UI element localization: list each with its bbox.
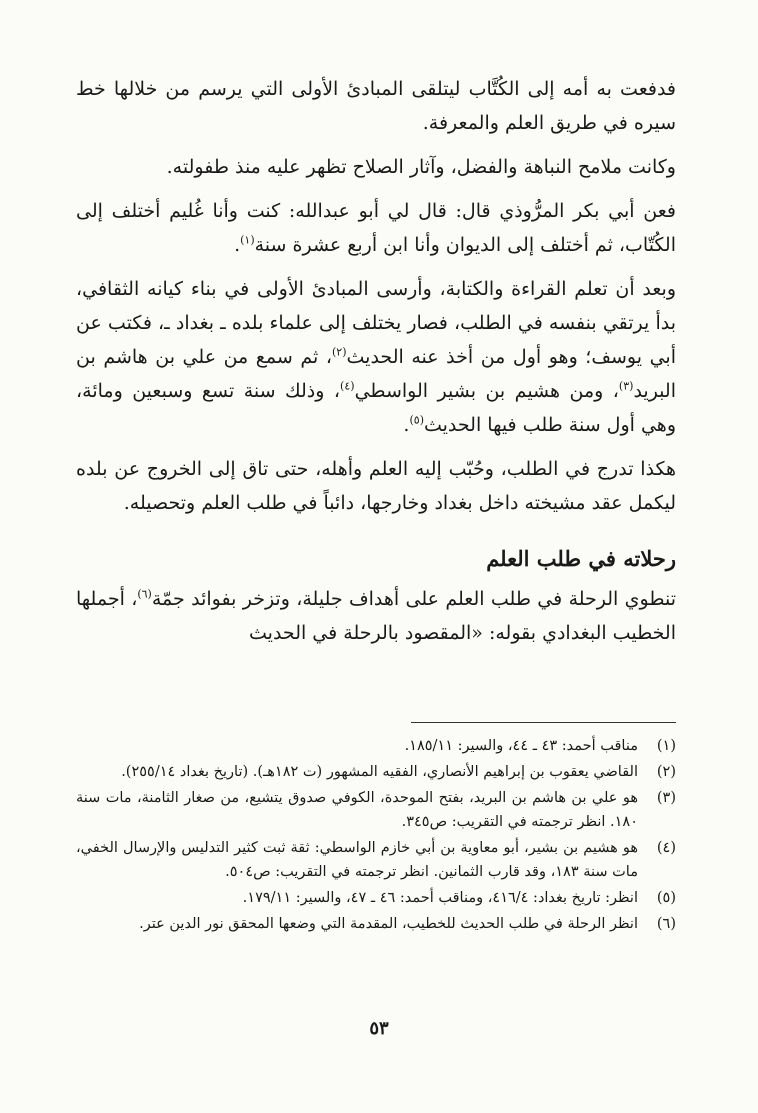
footnote-number: (٢) — [656, 764, 676, 780]
paragraph-4-seg-1: وبعد أن تعلم القراءة والكتابة، وأرسى المبادئ الأولى في بناء كيانه الثقافي، بدأ يرتقي بنفسه في الطلب، فصار يختلف إلى علماء بلده ـ بغداد ـ، فكتب عن أبي يوسف؛ وهو أول من أخذ عنه الحديث — [76, 278, 676, 368]
footnote-number: (٥) — [656, 890, 676, 906]
paragraph-4-seg-4: ، وذلك سنة تسع وسبعين ومائة، وهي أول سنة طلب فيها الحديث — [76, 380, 676, 436]
footnote-text: هو علي بن هاشم بن البريد، بفتح الموحدة، الكوفي صدوق يتشيع، من صغار الثامنة، مات سنة ١٨٠. انظر ترجمته في التقريب: ص٣٤٥. — [76, 790, 638, 830]
footnote-ref-5[interactable]: (٥) — [409, 413, 424, 427]
page-number: ٥٣ — [369, 1018, 389, 1039]
footnote-number: (٦) — [656, 916, 676, 932]
paragraph-4-seg-3: ، ومن هشيم بن بشير الواسطي — [354, 380, 619, 402]
footnote-6 — [76, 912, 676, 936]
paragraph-2 — [76, 150, 676, 184]
paragraph-6-text: تنطوي الرحلة في طلب العلم على أهداف جليلة، وتزخر بفوائد جمّة — [151, 588, 676, 610]
footnote-ref-4[interactable]: (٤) — [340, 379, 355, 393]
footnote-ref-3[interactable]: (٣) — [618, 379, 634, 393]
paragraph-6 — [76, 582, 676, 650]
footnote-text: هو هشيم بن بشير، أبو معاوية بن أبي خازم الواسطي: ثقة ثبت كثير التدليس والإرسال الخفي، مات سنة ١٨٣، وقد قارب الثمانين. انظر ترجمته في التقريب: ص٥٠٤. — [76, 840, 638, 880]
paragraph-4-seg-2: ، ثم سمع من علي بن هاشم بن البريد — [76, 346, 676, 402]
paragraph-5-text: هكذا تدرج في الطلب، وحُبّب إليه العلم وأهله، حتى تاق إلى الخروج عن بلده ليكمل عقد مشيخته داخل بغداد وخارجها، دائباً في طلب العلم وتحصيله. — [76, 458, 676, 514]
footnote-text: انظر: تاريخ بغداد: ٤١٦/٤، ومناقب أحمد: ٤٦ ـ ٤٧، والسير: ١٧٩/١١. — [242, 890, 638, 906]
footnote-text: انظر الرحلة في طلب الحديث للخطيب، المقدمة التي وضعها المحقق نور الدين عتر. — [139, 916, 638, 932]
footnote-ref-6[interactable]: (٦) — [137, 587, 152, 601]
footnote-5 — [76, 886, 676, 910]
footnote-number: (٤) — [656, 840, 676, 856]
section-heading: رحلاته في طلب العلم — [486, 546, 676, 571]
paragraph-5 — [76, 452, 676, 520]
paragraph-3-end: . — [234, 234, 241, 256]
footnote-1 — [76, 734, 676, 758]
footnote-ref-2[interactable]: (٢) — [332, 345, 347, 359]
footnote-text: القاضي يعقوب بن إبراهيم الأنصاري، الفقيه المشهور (ت ١٨٢هـ). (تاريخ بغداد ٢٥٥/١٤). — [121, 764, 638, 780]
footnote-number: (٣) — [656, 790, 676, 806]
footnote-number: (١) — [656, 738, 676, 754]
paragraph-3-text: فعن أبي بكر المرُّوذي قال: قال لي أبو عبدالله: كنت وأنا غُليم أختلف إلى الكُتّاب، ثم أختلف إلى الديوان وأنا ابن أربع عشرة سنة — [76, 200, 676, 256]
paragraph-2-text: وكانت ملامح النباهة والفضل، وآثار الصلاح تظهر عليه منذ طفولته. — [166, 156, 676, 178]
paragraph-4 — [76, 272, 676, 442]
footnotes — [76, 734, 676, 938]
footnote-4 — [76, 836, 676, 884]
paragraph-3 — [76, 194, 676, 262]
paragraph-6-end: ، أجملها الخطيب البغدادي بقوله: «المقصود بالرحلة في الحديث — [76, 588, 676, 644]
paragraph-1-text: فدفعت به أمه إلى الكُتَّاب ليتلقى المبادئ الأولى التي يرسم من خلالها خط سيره في طريق العلم والمعرفة. — [76, 78, 676, 134]
footnote-2 — [76, 760, 676, 784]
paragraph-4-end: . — [403, 414, 410, 436]
paragraph-1 — [76, 72, 676, 140]
main-text — [76, 72, 676, 660]
footnote-3 — [76, 786, 676, 834]
footnote-ref-1[interactable]: (١) — [240, 233, 255, 247]
footnote-text: مناقب أحمد: ٤٣ ـ ٤٤، والسير: ١٨٥/١١. — [404, 738, 638, 754]
footnote-separator — [411, 722, 676, 723]
